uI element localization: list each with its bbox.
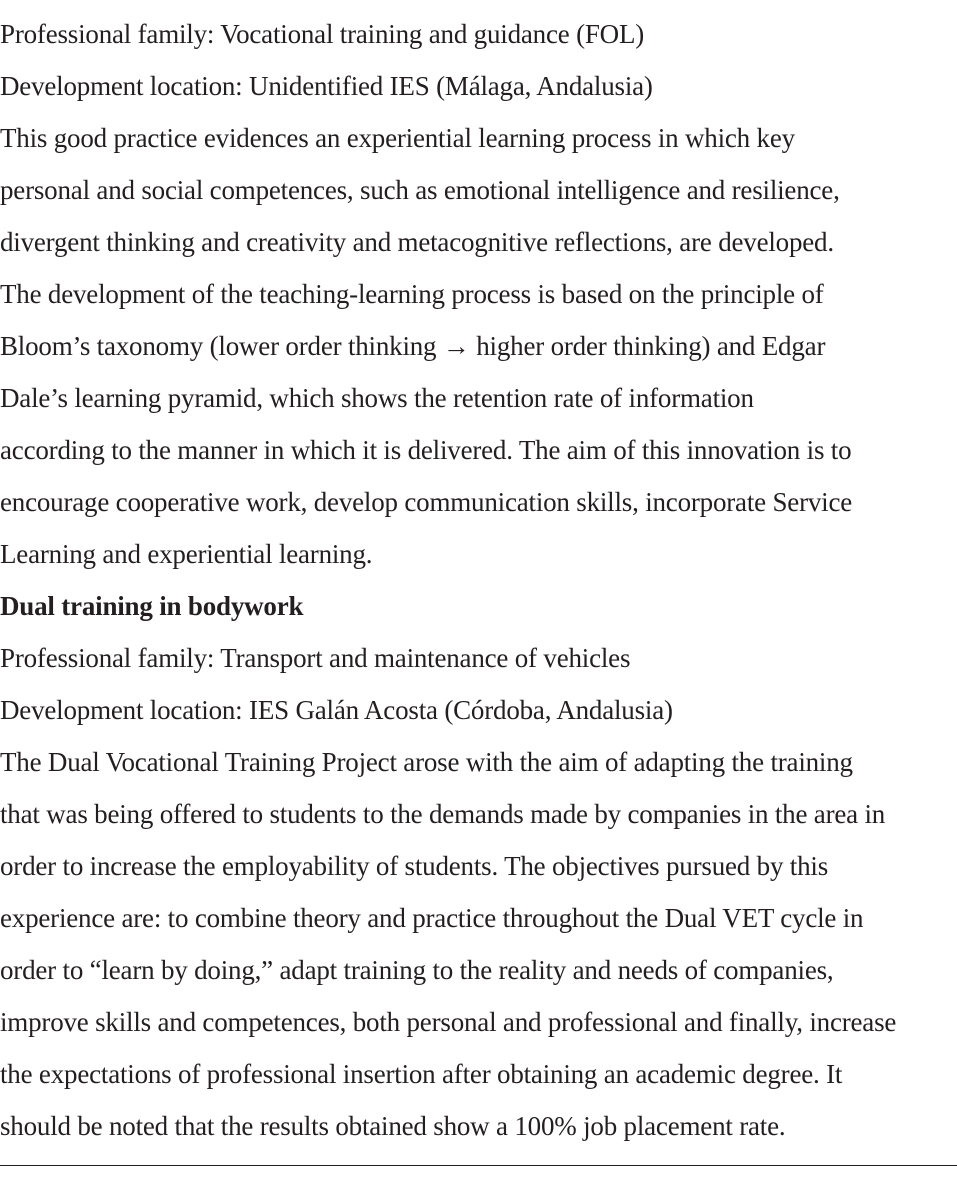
- entry2-title: Dual training in bodywork: [0, 591, 304, 621]
- entry1-location: Development location: Unidentified IES (Málaga, Andalusia): [0, 71, 653, 101]
- entry2-description-line: order to “learn by doing,” adapt training to the reality and needs of companies,: [0, 955, 834, 985]
- entry2-description-line: the expectations of professional insertion after obtaining an academic degree. It: [0, 1059, 843, 1089]
- entry2-description-line: order to increase the employability of students. The objectives pursued by this: [0, 851, 829, 881]
- entry2-description-line: that was being offered to students to the demands made by companies in the area in: [0, 799, 886, 829]
- entry2-description-line: The Dual Vocational Training Project arose with the aim of adapting the training: [0, 747, 853, 777]
- entry1-description-line: encourage cooperative work, develop communication skills, incorporate Service: [0, 487, 853, 517]
- document-page: [0, 8, 955, 1152]
- entry1-description-line: personal and social competences, such as emotional intelligence and resilience,: [0, 175, 840, 205]
- entry2-description-line: improve skills and competences, both personal and professional and finally, increase: [0, 1007, 897, 1037]
- entry1-description-line: The development of the teaching-learning process is based on the principle of: [0, 279, 824, 309]
- entry2-description-line: should be noted that the results obtained show a 100% job placement rate.: [0, 1111, 786, 1141]
- entry1-description-line: according to the manner in which it is delivered. The aim of this innovation is to: [0, 435, 852, 465]
- entry2-location: Development location: IES Galán Acosta (Córdoba, Andalusia): [0, 695, 673, 725]
- entry1-family: Professional family: Vocational training and guidance (FOL): [0, 19, 645, 49]
- entry1-description-line: Learning and experiential learning.: [0, 539, 373, 569]
- entry1-description-line: Bloom’s taxonomy (lower order thinking → higher order thinking) and Edgar: [0, 331, 826, 361]
- entry2-family: Professional family: Transport and maintenance of vehicles: [0, 643, 631, 673]
- entry1-description-line: This good practice evidences an experiential learning process in which key: [0, 123, 795, 153]
- entry1-description-line: divergent thinking and creativity and metacognitive reflections, are developed.: [0, 227, 834, 257]
- bottom-divider: [0, 1165, 957, 1166]
- entry1-description-line: Dale’s learning pyramid, which shows the retention rate of information: [0, 383, 754, 413]
- entry1-description: [0, 112, 955, 580]
- entry2-description: [0, 736, 955, 1152]
- entry2-description-line: experience are: to combine theory and practice throughout the Dual VET cycle in: [0, 903, 864, 933]
